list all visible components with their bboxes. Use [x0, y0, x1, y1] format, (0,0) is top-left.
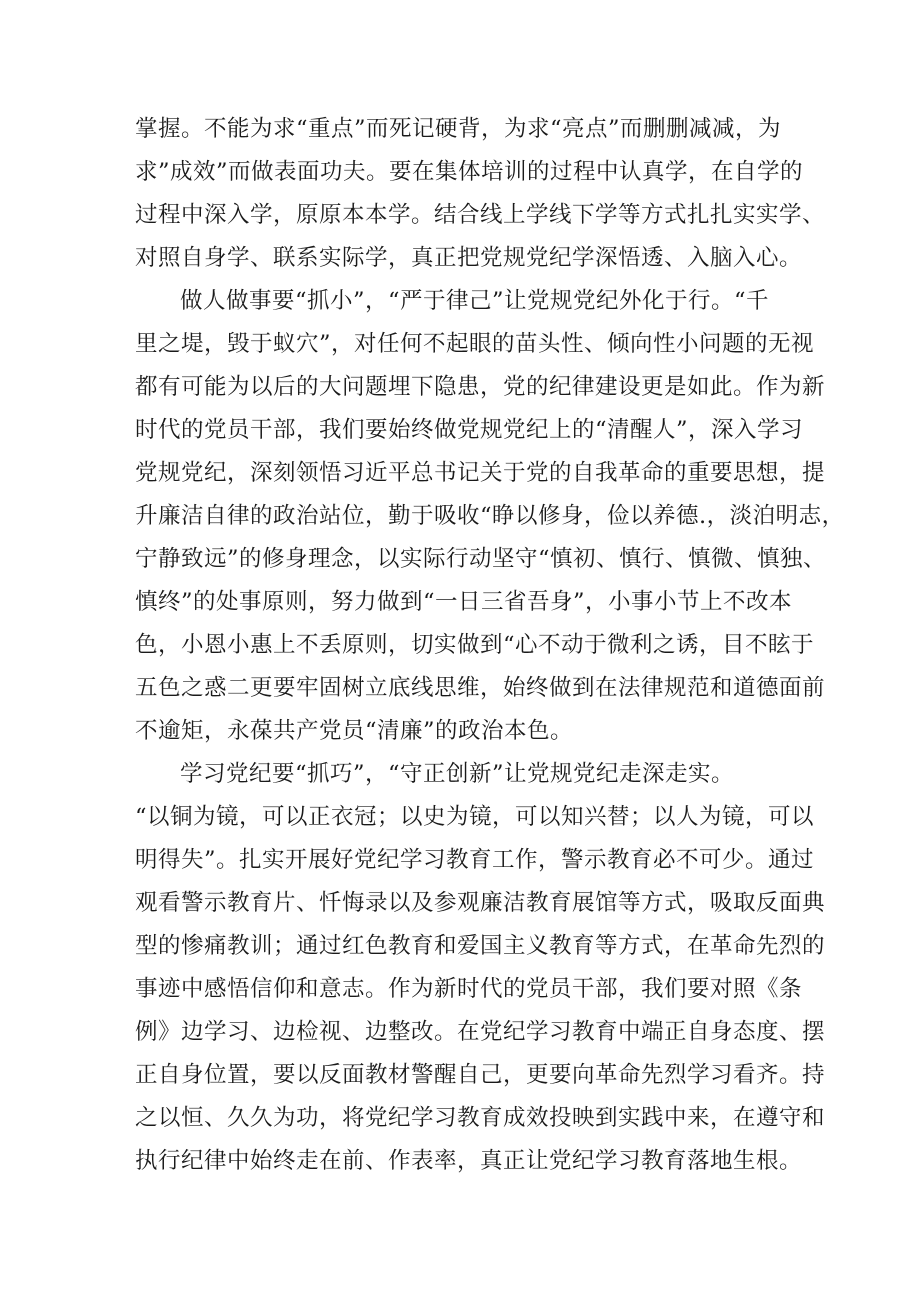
- text-line: 都有可能为以后的大问题埋下隐患，党的纪律建设更是如此。作为新: [135, 374, 826, 400]
- text-line: 党规党纪，深刻领悟习近平总书记关于党的自我革命的重要思想，提: [135, 460, 826, 486]
- text-line: 升廉洁自律的政治站位，勤于吸收“睁以修身，俭以养德.，淡泊明志，: [135, 503, 845, 529]
- text-line: 观看警示教育片、忏悔录以及参观廉洁教育展馆等方式，吸取反面典: [135, 890, 826, 916]
- text-line: 色，小恩小惠上不丢原则，切实做到“心不动于微利之诱，目不眩于: [135, 632, 815, 658]
- text-line: 里之堤，毁于蚁穴”，对任何不起眼的苗头性、倾向性小问题的无视: [135, 331, 815, 357]
- text-line: 对照自身学、联系实际学，真正把党规党纪学深悟透、入脑入心。: [135, 245, 803, 271]
- paragraph-start-line: 学习党纪要“抓巧”，“守正创新”让党规党纪走深走实。: [180, 761, 735, 787]
- text-line: 之以恒、久久为功，将党纪学习教育成效投映到实践中来，在遵守和: [135, 1105, 826, 1131]
- paragraph-start-line: 做人做事要“抓小”，“严于律己”让党规党纪外化于行。“千: [180, 288, 770, 314]
- text-line: 时代的党员干部，我们要始终做党规党纪上的“清醒人”，深入学习: [135, 417, 804, 443]
- text-line: 宁静致远”的修身理念，以实际行动坚守“慎初、慎行、慎微、慎独、: [135, 546, 827, 572]
- text-line: 慎终”的处事原则，努力做到“一日三省吾身”，小事小节上不改本: [135, 589, 793, 615]
- text-line: 事迹中感悟信仰和意志。作为新时代的党员干部，我们要对照《条: [135, 976, 803, 1002]
- text-line: 执行纪律中始终走在前、作表率，真正让党纪学习教育落地生根。: [135, 1148, 803, 1174]
- text-line: 正自身位置，要以反面教材警醒自己，更要向革命先烈学习看齐。持: [135, 1062, 826, 1088]
- text-line: 过程中深入学，原原本本学。结合线上学线下学等方式扎扎实实学、: [135, 202, 826, 228]
- text-line: 五色之惑二更要牢固树立底线思维，始终做到在法律规范和道德面前: [135, 675, 826, 701]
- text-line: 不逾矩，永葆共产党员“清廉”的政治本色。: [135, 718, 574, 744]
- text-line: 掌握。不能为求“重点”而死记硬背，为求“亮点”而删删减减，为: [135, 116, 782, 142]
- text-line: 明得失”。扎实开展好党纪学习教育工作，警示教育必不可少。通过: [135, 847, 815, 873]
- text-line: 型的惨痛教训；通过红色教育和爱国主义教育等方式，在革命先烈的: [135, 933, 826, 959]
- text-line: 例》边学习、边检视、边整改。在党纪学习教育中端正自身态度、摆: [135, 1019, 826, 1045]
- text-line: 求”成效”而做表面功夫。要在集体培训的过程中认真学，在自学的: [135, 159, 804, 185]
- text-line: “以铜为镜，可以正衣冠；以史为镜，可以知兴替；以人为镜，可以: [135, 804, 815, 830]
